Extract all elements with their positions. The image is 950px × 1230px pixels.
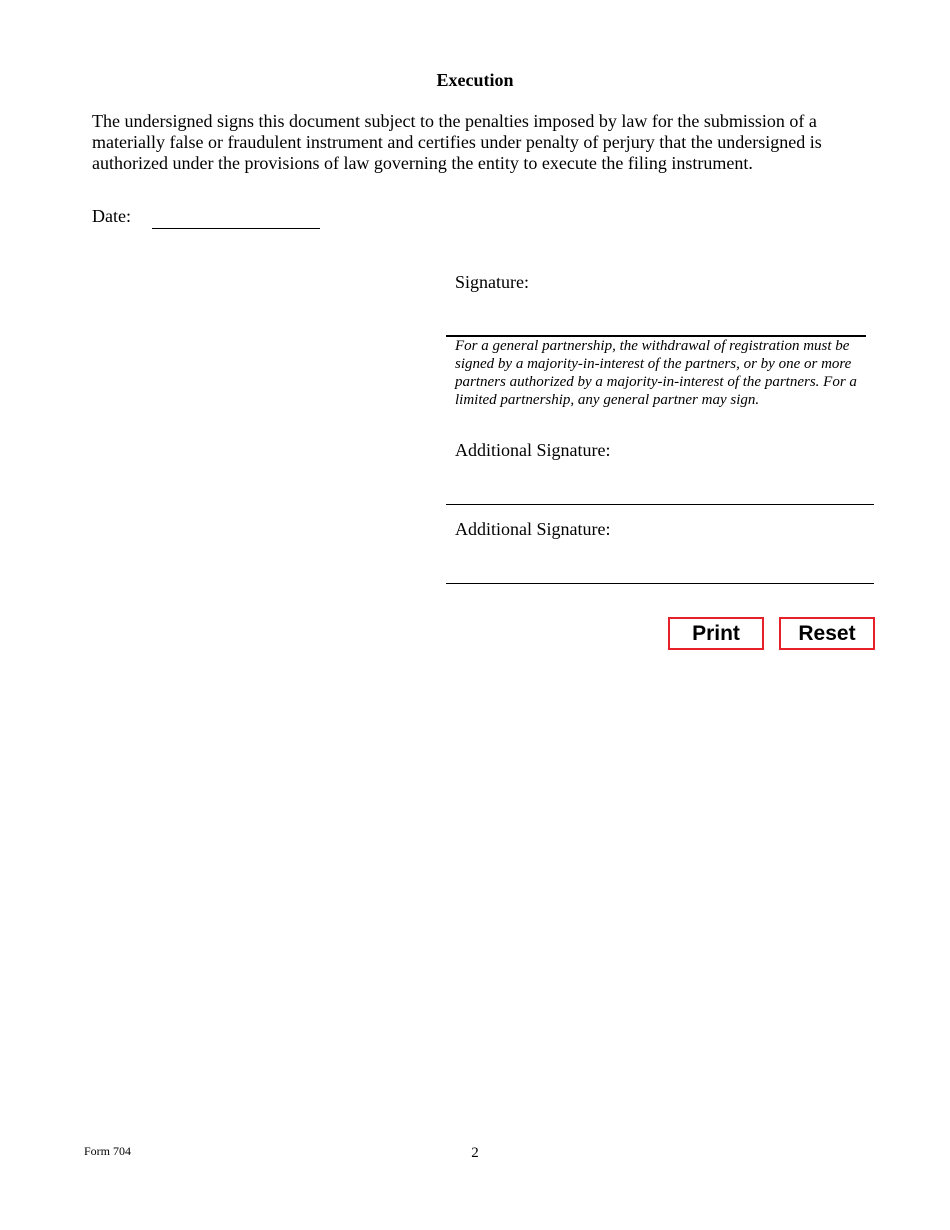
certification-paragraph: The undersigned signs this document subject to the penalties imposed by law for the submission of a materially false or fraudulent instrument and certifies under penalty of perjury that the undersigned is authorized under the provisions of law governing the entity to execute the filing instrument. [92, 111, 822, 173]
signature-field[interactable] [446, 305, 866, 337]
date-label: Date: [92, 206, 131, 226]
signature-label: Signature: [455, 272, 529, 292]
partnership-note: For a general partnership, the withdrawal of registration must be signed by a majority-in-interest of the partners, or by one or more partners authorized by a majority-in-interest of the partners. For a limited partnership, any general partner may sign. [455, 338, 857, 408]
additional-signature-field-1[interactable] [446, 472, 874, 505]
form-number: Form 704 [84, 1144, 132, 1158]
additional-signature-field-2[interactable] [446, 551, 874, 584]
reset-button[interactable]: Reset [779, 617, 875, 650]
page-number: 2 [471, 1145, 479, 1161]
heading: Execution [436, 70, 514, 90]
print-button[interactable]: Print [668, 617, 764, 650]
additional-signature-label-1: Additional Signature: [455, 440, 611, 460]
additional-signature-label-2: Additional Signature: [455, 519, 611, 539]
date-field[interactable] [152, 213, 320, 229]
